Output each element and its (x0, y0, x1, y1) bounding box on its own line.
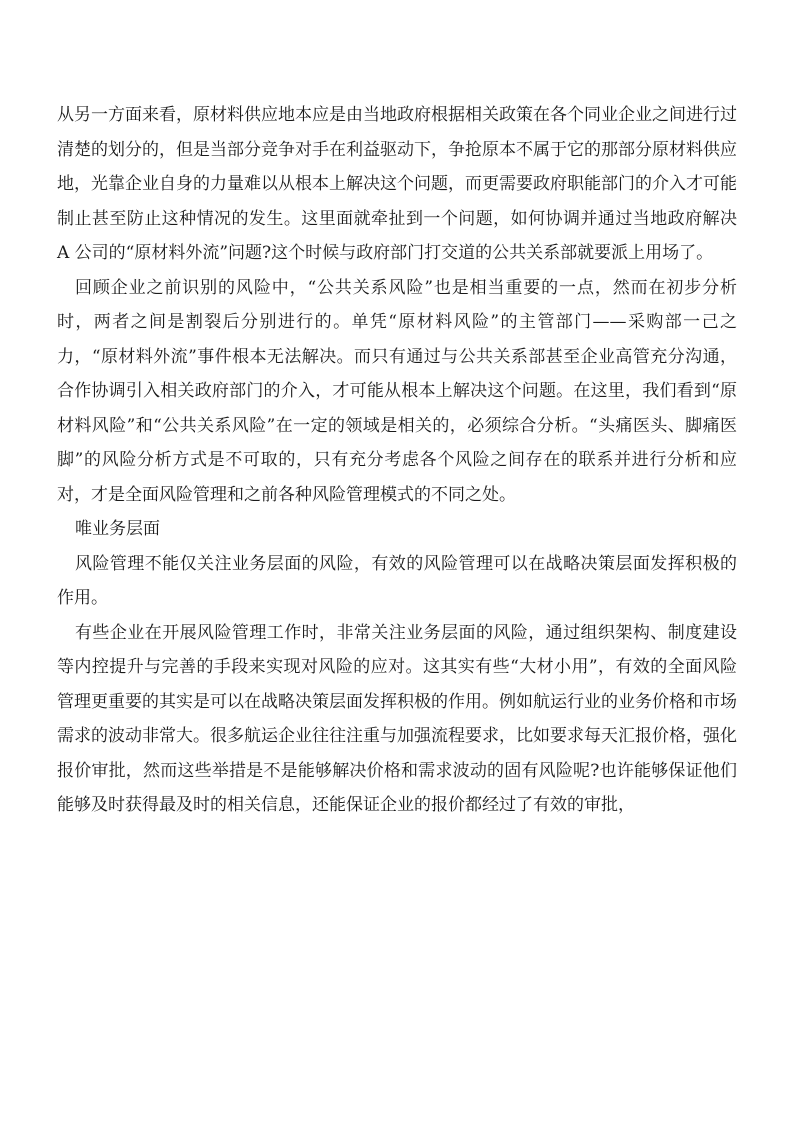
document-body (57, 98, 737, 823)
paragraph-business-level-risk: 有些企业在开展风险管理工作时，非常关注业务层面的风险，通过组织架构、制度建设等内控提升与完善的手段来实现对风险的应对。这其实有些“大材小用”，有效的全面风险管理更重要的其实是可以在战略决策层面发挥积极的作用。例如航运行业的业务价格和市场需求的波动非常大。很多航运企业往往注重与加强流程要求，比如要求每天汇报价格，强化报价审批，然而这些举措是不是能够解决价格和需求波动的固有风险呢?也许能够保证他们能够及时获得最及时的相关信息，还能保证企业的报价都经过了有效的审批， (57, 622, 737, 815)
paragraph-strategic-role: 风险管理不能仅关注业务层面的风险，有效的风险管理可以在战略决策层面发挥积极的作用。 (57, 553, 737, 608)
section-heading: 唯业务层面 (75, 519, 160, 539)
paragraph-raw-material-supply: 从另一方面来看，原材料供应地本应是由当地政府根据相关政策在各个同业企业之间进行过清楚的划分的，但是当部分竞争对手在利益驱动下，争抢原本不属于它的那部分原材料供应地，光靠企业自身的力量难以从根本上解决这个问题，而更需要政府职能部门的介入才可能制止甚至防止这种情况的发生。这里面就牵扯到一个问题，如何协调并通过当地政府解决 A 公司的“原材料外流”问题?这个时候与政府部门打交道的公共关系部就要派上用场了。 (57, 105, 737, 263)
paragraph-public-relations-risk: 回顾企业之前识别的风险中，“公共关系风险”也是相当重要的一点，然而在初步分析时，两者之间是割裂后分别进行的。单凭“原材料风险”的主管部门——采购部一己之力，“原材料外流”事件根本无法解决。而只有通过与公共关系部甚至企业高管充分沟通，合作协调引入相关政府部门的介入，才可能从根本上解决这个问题。在这里，我们看到“原材料风险”和“公共关系风险”在一定的领域是相关的，必须综合分析。“头痛医头、脚痛医脚”的风险分析方式是不可取的，只有充分考虑各个风险之间存在的联系并进行分析和应对，才是全面风险管理和之前各种风险管理模式的不同之处。 (57, 277, 737, 505)
